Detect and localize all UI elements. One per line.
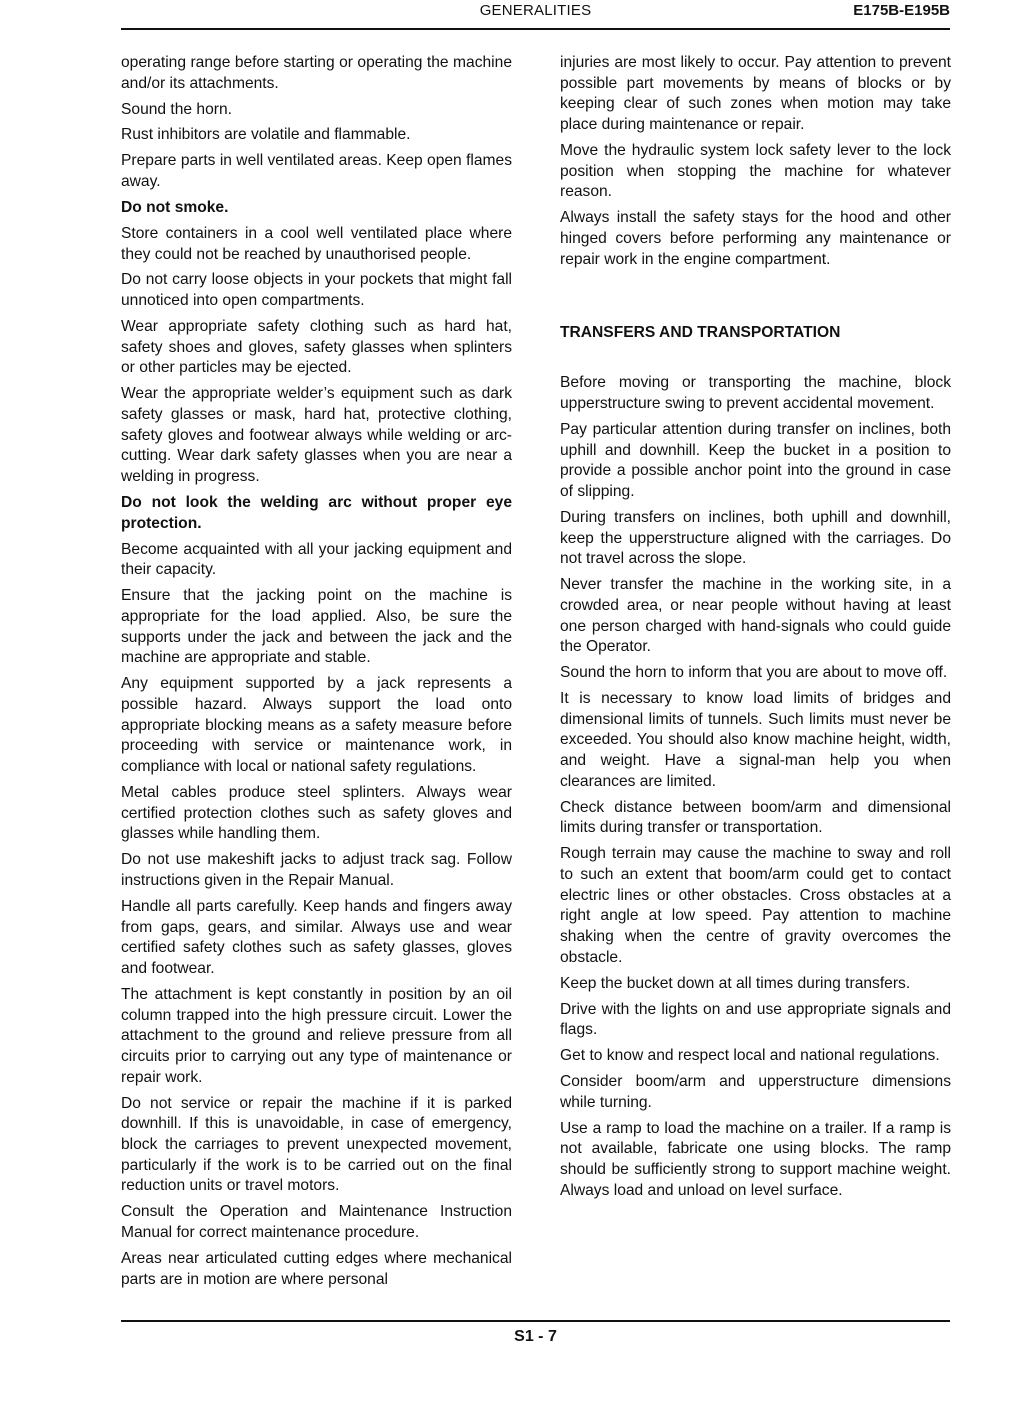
page-footer xyxy=(121,1320,950,1345)
body-paragraph: Wear appropriate safety clothing such as hard hat, safety shoes and gloves, safety glasses when splinters or other particles may be ejected. xyxy=(121,318,512,377)
body-paragraph: Check distance between boom/arm and dimensional limits during transfer or transportation. xyxy=(560,798,951,837)
body-paragraph: The attachment is kept constantly in position by an oil column trapped into the high pressure circuit. Lower the attachment to the ground and relieve pressure from all circuits prior to carrying out any type of maintenance or repair work. xyxy=(121,985,512,1086)
body-paragraph: Before moving or transporting the machine, block upperstructure swing to prevent accidental movement. xyxy=(560,374,951,412)
body-paragraph: Handle all parts carefully. Keep hands and fingers away from gaps, gears, and similar. Always use and wear certified safety clothes such as safety glasses, gloves and footwear. xyxy=(121,897,512,977)
section-heading: TRANSFERS AND TRANSPORTATION xyxy=(560,323,841,341)
body-paragraph: Become acquainted with all your jacking equipment and their capacity. xyxy=(121,540,512,579)
body-paragraph: Any equipment supported by a jack represents a possible hazard. Always support the load onto appropriate blocking means as a safety measure before proceeding with service or maintenance work, in compliance with local or national safety regulations. xyxy=(121,675,512,776)
body-paragraph: Ensure that the jacking point on the machine is appropriate for the load applied. Also, be sure the supports under the jack and between the jack and the machine are appropriate and stable. xyxy=(121,587,512,667)
body-paragraph: Wear the appropriate welder’s equipment such as dark safety glasses or mask, hard hat, protective clothing, safety gloves and footwear always while welding or arc-cutting. Wear dark safety glasses when you are near a welding in progress. xyxy=(121,385,512,486)
body-paragraph: Never transfer the machine in the working site, in a crowded area, or near people without having at least one person charged with hand-signals who could guide the Operator. xyxy=(560,576,951,656)
body-paragraph: Move the hydraulic system lock safety lever to the lock position when stopping the machine for whatever reason. xyxy=(560,142,951,201)
body-paragraph: Rough terrain may cause the machine to sway and roll to such an extent that boom/arm could get to contact electric lines or other obstacles. Cross obstacles at a right angle at low speed. Pay attention to machine shaking when the centre of gravity overcomes the obstacle. xyxy=(560,845,951,966)
warning-paragraph: Do not look the welding arc without proper eye protection. xyxy=(121,494,512,532)
body-paragraph: Keep the bucket down at all times during transfers. xyxy=(560,974,911,992)
body-paragraph: Consult the Operation and Maintenance Instruction Manual for correct maintenance procedure. xyxy=(121,1203,512,1241)
body-paragraph: injuries are most likely to occur. Pay attention to prevent possible part movements by means of blocks or by keeping clear of such zones when motion may take place during maintenance or repair. xyxy=(560,54,951,134)
body-paragraph: Do not carry loose objects in your pockets that might fall unnoticed into open compartments. xyxy=(121,271,512,310)
page-number: S1 - 7 xyxy=(514,1328,557,1345)
body-paragraph: It is necessary to know load limits of bridges and dimensional limits of tunnels. Such limits must never be exceeded. You should also know machine height, width, and weight. Have a signal-man help you when clearances are limited. xyxy=(560,690,951,790)
left-column xyxy=(121,53,512,1295)
right-intro-paragraphs xyxy=(560,53,951,270)
right-column xyxy=(560,53,951,1207)
body-paragraph: Use a ramp to load the machine on a trailer. If a ramp is not available, fabricate one using blocks. The ramp should be sufficiently strong to support machine weight. Always load and unload on level surface. xyxy=(560,1119,951,1199)
section-spacer xyxy=(560,343,951,373)
body-paragraph: Do not service or repair the machine if it is parked downhill. If this is unavoidable, in case of emergency, block the carriages to prevent unexpected movement, particularly if the work is to be carried out on the final reduction units or travel motors. xyxy=(121,1094,512,1195)
section-name: GENERALITIES xyxy=(479,2,592,19)
warning-paragraph: Do not smoke. xyxy=(121,198,229,216)
transfers-paragraphs xyxy=(560,373,951,1201)
model-code: E175B-E195B xyxy=(853,2,950,19)
body-paragraph: Rust inhibitors are volatile and flammable. xyxy=(121,126,411,144)
body-paragraph: Always install the safety stays for the hood and other hinged covers before performing any maintenance or repair work in the engine compartment. xyxy=(560,209,951,268)
body-paragraph: Get to know and respect local and national regulations. xyxy=(560,1047,940,1065)
body-paragraph: operating range before starting or operating the machine and/or its attachments. xyxy=(121,54,512,92)
body-paragraph: Do not use makeshift jacks to adjust track sag. Follow instructions given in the Repair Manual. xyxy=(121,851,512,889)
body-paragraph: Sound the horn to inform that you are about to move off. xyxy=(560,664,948,682)
body-paragraph: During transfers on inclines, both uphill and downhill, keep the upperstructure aligned with the carriages. Do not travel across the slope. xyxy=(560,508,951,568)
body-paragraph: Drive with the lights on and use appropriate signals and flags. xyxy=(560,1000,951,1039)
body-paragraph: Consider boom/arm and upperstructure dimensions while turning. xyxy=(560,1073,951,1111)
body-paragraph: Metal cables produce steel splinters. Always wear certified protection clothes such as safety gloves and glasses while handling them. xyxy=(121,783,512,843)
body-paragraph: Areas near articulated cutting edges where mechanical parts are in motion are where personal xyxy=(121,1249,512,1288)
section-spacer xyxy=(560,276,951,323)
body-paragraph: Store containers in a cool well ventilated place where they could not be reached by unauthorised people. xyxy=(121,224,512,263)
page-header xyxy=(121,0,950,30)
body-paragraph: Prepare parts in well ventilated areas. Keep open flames away. xyxy=(121,152,512,191)
body-paragraph: Pay particular attention during transfer on inclines, both uphill and downhill. Keep the bucket in a position to provide a possible anchor point into the ground in case of slipping. xyxy=(560,420,951,500)
body-paragraph: Sound the horn. xyxy=(121,100,232,118)
